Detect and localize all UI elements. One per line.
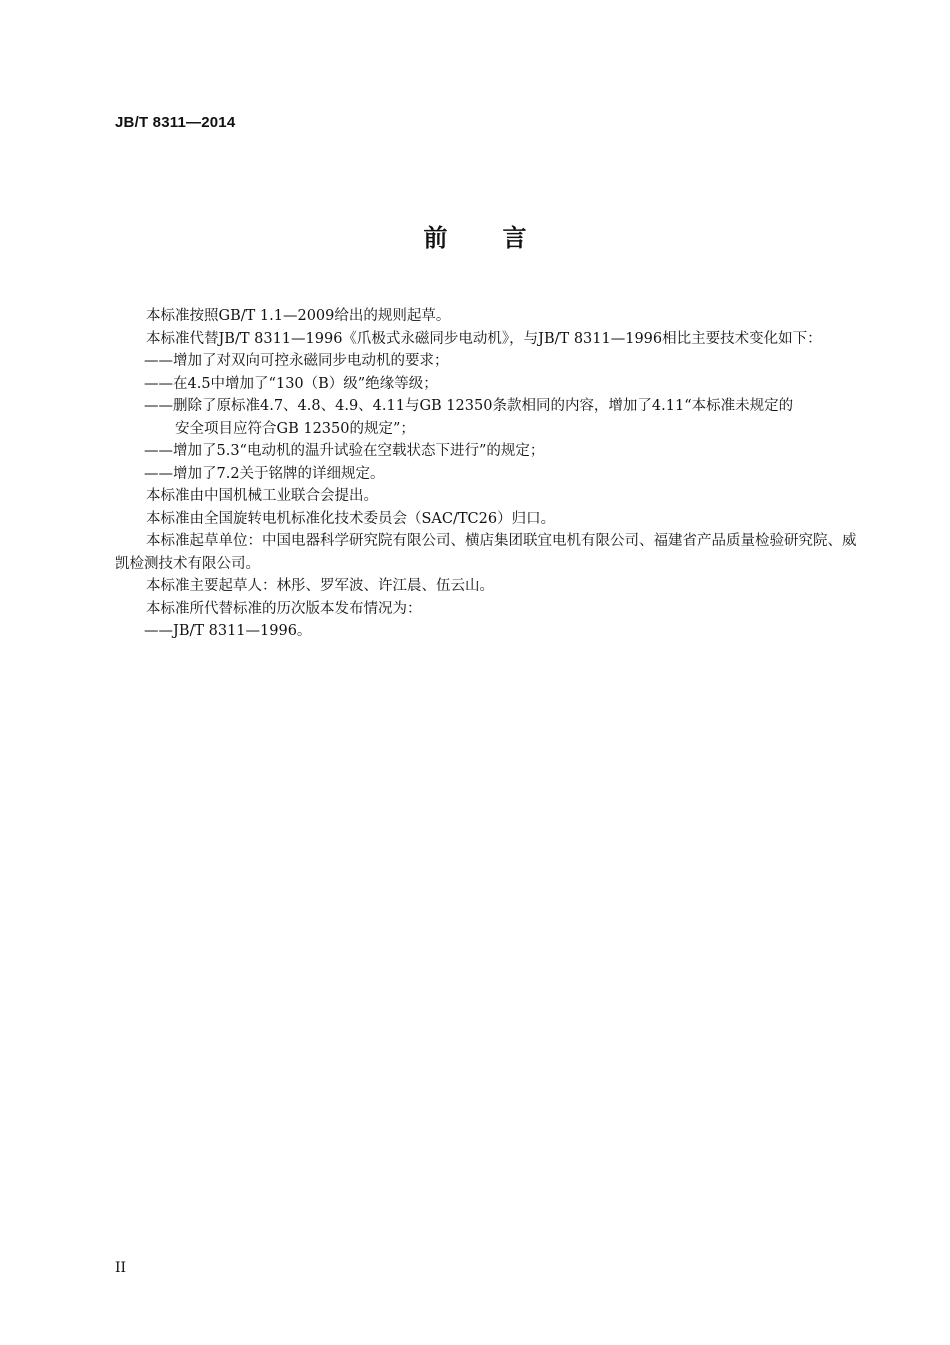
history-item: ——JB/T 8311—1996。 <box>144 623 312 639</box>
change-item-bidirectional: ——增加了对双向可控永磁同步电动机的要求； <box>144 353 449 369</box>
change-item-safety-line2: 安全项目应符合GB 12350的规定”； <box>175 420 415 437</box>
paragraph-proposer: 本标准由中国机械工业联合会提出。 <box>146 488 378 504</box>
paragraph-replacement: 本标准代替JB/T 8311—1996《爪极式永磁同步电动机》，与JB/T 8311—1996相比主要技术变化如下： <box>146 330 822 347</box>
document-body <box>115 305 860 643</box>
paragraph-drafters: 本标准主要起草人：林彤、罗军波、许江晨、伍云山。 <box>146 578 494 594</box>
paragraph-history: 本标准所代替标准的历次版本发布情况为： <box>146 600 422 617</box>
page-title: 前言 <box>423 224 582 252</box>
paragraph-committee: 本标准由全国旋转电机标准化技术委员会（SAC/TC26）归口。 <box>146 510 556 527</box>
page-number: II <box>115 1260 127 1276</box>
change-item-temperature: ——增加了5.3“电动机的温升试验在空载状态下进行”的规定； <box>144 443 545 459</box>
paragraph-drafting-units: 本标准起草单位：中国电器科学研究院有限公司、横店集团联宜电机有限公司、福建省产品质量检验研究院、威凯检测技术有限公司。 <box>115 533 857 572</box>
change-item-nameplate: ——增加了7.2关于铭牌的详细规定。 <box>144 465 385 482</box>
change-item-safety <box>115 395 860 440</box>
change-item-insulation: ——在4.5中增加了“130（B）级”绝缘等级； <box>144 375 438 392</box>
standard-code: JB/T 8311—2014 <box>115 114 236 131</box>
change-item-safety-line1: ——删除了原标准4.7、4.8、4.9、4.11与GB 12350条款相同的内容，增加了4.11“本标准未规定的 <box>144 398 794 414</box>
paragraph-drafting-rules: 本标准按照GB/T 1.1—2009给出的规则起草。 <box>146 308 451 324</box>
